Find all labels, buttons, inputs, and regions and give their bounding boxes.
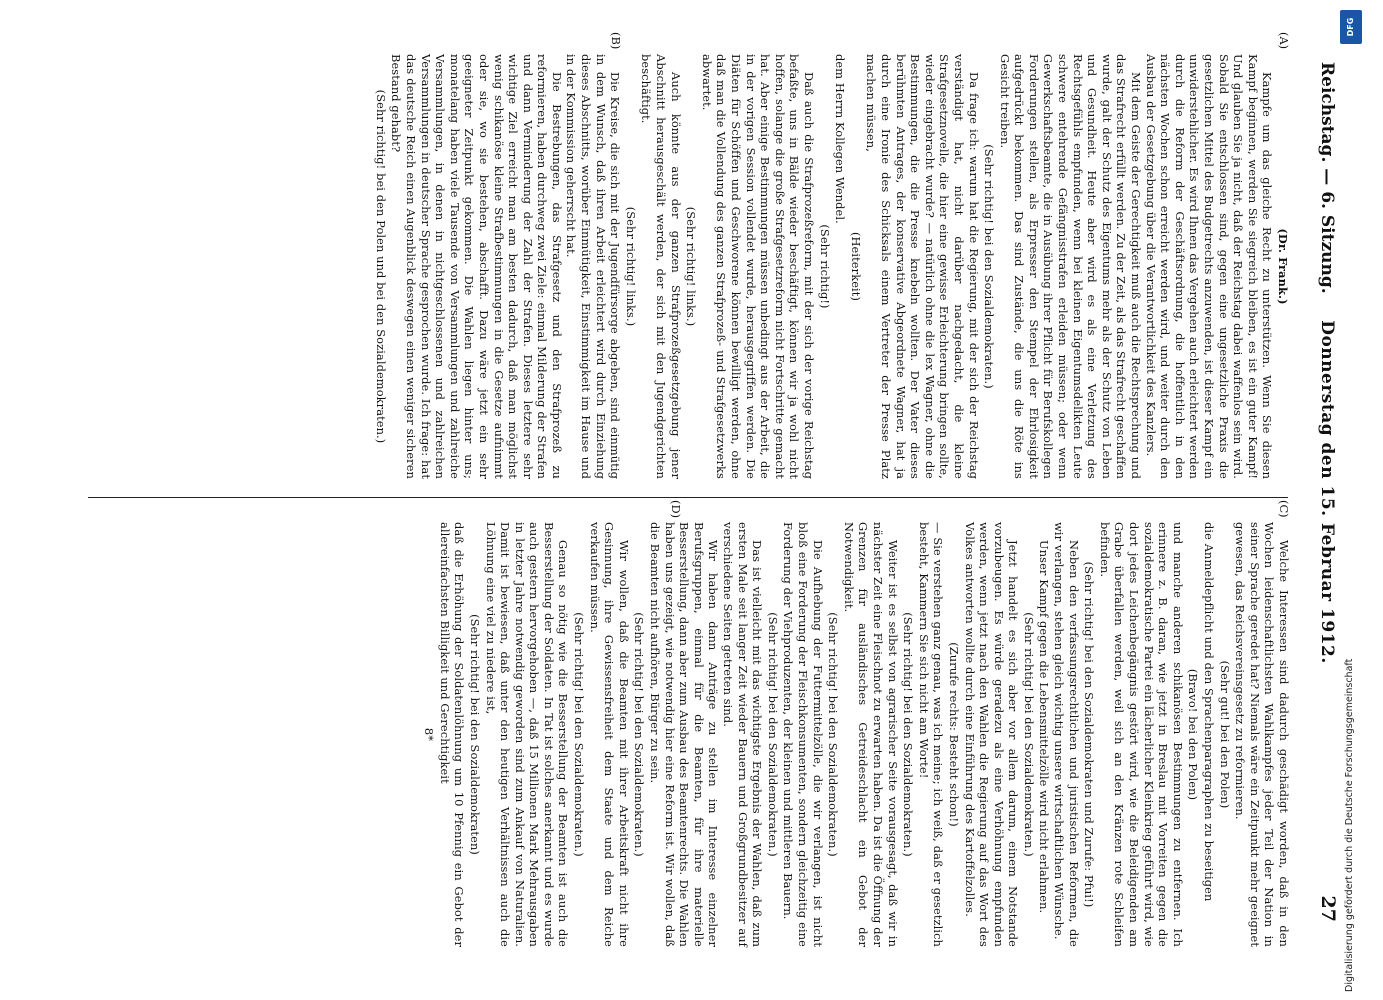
header-left: Reichstag. — 6. Sitzung. [1317,62,1337,294]
paragraph: die Anmeldepflicht und den Sprachenparagraphen zu beseitigen [1202,522,1217,902]
dfg-logo-text: DFG [1346,17,1355,37]
paragraph: daß die Erhöhung der Soldatenlöhnung um 10 Pfennig ein Gebot der allereinfachsten Billigkeit und Gerechtigkeit [437,522,467,947]
right-column [421,522,1291,947]
interjection: (Sehr richtig!) [817,224,832,309]
paragraph: Kampfe um das gleiche Recht zu unterstützen. Wenn Sie diesen Kampf beginnen, werden Sie siegreich bleiben, es ist ein guter Kampf! Und glauben Sie ja nicht, daß der Reichstag dabei waffenlos sein wird. Sobald Sie entschlossen sind, gegen eine ungesetzliche Praxis die gesetzlichen Mittel des Budgetrechts anzuwenden, ist dieser Kampf ein unwiderstehlicher. Es wird Ihnen das Vergehen auch erleichtert werden durch die Reform der Geschäftsordnung, die hoffentlich in den nächsten Wochen schon erreicht werden wird, und weiter durch den Ausbau der Gesetzgebung über die Verantwortlichkeit des Kanzlers. [1143,54,1275,479]
paragraph: Wir haben dann Anträge zu stellen im Interesse einzelner Berufsgruppen, einmal für die Beamten, für ihre materielle Besserstellung, dann aber zum Ausbau des Beamtenrechts. Die Wahlen haben uns gezeigt, wie notwendig hier eine Reform ist. Wir wollen, daß die Beamten nicht aufhören, Bürger zu sein. [648,522,721,947]
page-number: 27 [1317,895,1339,922]
interjection: 8* [422,727,437,742]
paragraph: Die Kreise, die sich mit der Jugendfürsorge abgeben, sind einmütig in dem Wunsch, daß ihren Arbeit erleichtert wird durch Einziehung dieses Abschnitts, worüber Einmütigkeit, Einstimmigkeit im Hause und in der Kommission geherrscht hat. [564,54,623,479]
paragraph: und manche anderen schikanösen Bestimmungen zu entfernen. Ich erinnere z. B. daran, wie jetzt in Breslau mit Vorreiten gegen die sozialdemokratische Partei ein lächerlicher Kleinkrieg geführt wird, wie dort jedes Leichenbegängnis gestört wird, wie die Beleidigenden am Grabe überfallen werden, weil sich an den Kränzen rote Schleifen befinden. [1097,522,1185,947]
interjection: (Sehr richtig! bei den Sozialdemokraten und Zurufe: Pfui!) [1082,561,1097,908]
paragraph: Da frage ich: warum hat die Regierung, mit der sich der Reichstag verständigt hat, nicht darüber nachgedacht, die kleine Strafgesetznovelle, die hier eine gewisse Erleichterung bringen sollte, wieder eingebracht wurde? — natürlich ohne die lex Wagner, ohne die Bestimmungen, die die Presse knebeln wollten. Der Vater dieses berühmten Antrages, der konservative Abgeordnete Wagner, hat ja durch eine Ironie des Schicksals einem Vertreter der Presse Platz machen müssen, [864,54,981,479]
interjection: (Sehr gut! bei den Polen) [1217,660,1232,809]
column-divider [88,497,1288,498]
paragraph: Unser Kampf gegen die Lebensmittelzölle wird nicht erlahmen. [1037,540,1052,914]
paragraph: Auch könnte aus der ganzen Strafprozeßgesetzgebung jener Abschnitt herausgeschält werden, der sich mit den Jugendgerichten beschäftigt. [639,54,683,479]
paragraph: Weiter ist es selbst von agrarischer Seite vorausgesagt, daß wir in nächster Zeit eine Fleischnot zu erwarten haben. Da ist die Öffnung der Grenzen für ausländisches Getreideschlacht ein Gebot der Notwendigkeit. [841,522,900,947]
left-column [372,54,1291,479]
paragraph: — Sie verstehen ganz genau, was ich meine; ich weiß, daß er gesetzlich besteht, Kammern Sie sich nicht am Worte! [916,522,946,947]
interjection: (Zurufe rechts: Besteht schon!) [946,642,961,827]
paragraph: Neben den verfassungsrechtlichen und juristischen Reformen, die wir verlangen, stehen gleich wichtig unsere wirtschaftlichen Wünsche. [1052,522,1081,947]
interjection: (Sehr richtig! bei den Polen und bei den Sozialdemokraten.) [373,89,388,444]
paragraph: Genau so nötig wie die Besserstellung der Beamten ist auch die Besserstellung der Soldaten. In Tat ist solches anerkannt und es wurde auch gestern hervorgehoben —, daß 15 Millionen Mark Mehrausgaben in letzter Jahre notwendig geworden sind zum Ankauf von Naturalien. Damit ist bewiesen, daß unter den heutigen Verhältnissen auch die Löhnung eine viel zu niedere ist, [483,522,571,947]
paragraph: Mit dem Geiste der Gerechtigkeit muß auch die Rechtsprechung und das Strafrecht erfüllt werden. Zu der Zeit, als das Strafrecht geschaffen wurde, galt der Schutz des Eigentums mehr als der Schutz von Leben und Gesundheit. Heute aber wird es als eine Verletzung des Rechtsgefühls empfunden, wenn bei kleinen Eigentumsdelikten Leute schwere entehrende Gefängnisstrafen erleiden müssen; oder wenn Gewerkschaftsbeamte, die in Ausübung ihrer Pflicht für Berufskollegen Forderungen stellen, als Erpresser den Stempel der Ehrlosigkeit aufgedrückt bekommen. Das sind Zustände, die uns die Röte ins Gesicht treiben. [997,54,1144,479]
header-date: Donnerstag den 15. Februar 1912. [1317,320,1337,664]
paragraph: Daß auch die Strafprozeßreform, mit der sich der vorige Reichstag befaßte, uns in Bälde wieder beschäftigt, können wir ja wohl nicht hoffen, solange die große Strafgesetzreform nicht Fortschritte gemacht hat. Aber einige Bestimmungen müssen unbedingt aus der Arbeit, die in der vorigen Session vollendet wurde, herausgegriffen werden. Die Diäten für Schöffen und Geschworene können bewilligt werden, ohne daß man die Vollendung des ganzen Strafprozeß- und Strafgesetzwerks abwartet. [699,54,816,479]
margin-mark-b: (B) [609,32,623,50]
credit-text: Digitalisierung gefördert durch die Deutsche Forschungsgemeinschaft [1344,658,1355,992]
paragraph: Welche Interessen sind dadurch geschädigt worden, daß in den Wochen leidenschaftlichsten Wahlkampfes jeder Teil der Nation in seiner Sprache geredet hat? Niemals wäre ein Zeitpunkt mehr geeignet gewesen, das Reichsvereinsgesetz zu reformieren. [1233,522,1291,947]
speaker-name: (Dr. Frank.) [1276,228,1290,305]
paragraph: Das ist vielleicht mit das wichtigste Ergebnis der Wahlen, daß zum ersten Male seit langer Zeit wieder Bauern und Großgrundbesitzer auf verschiedene Seiten getreten sind. [721,522,765,947]
interjection: (Heiterkeit) [848,231,863,302]
digitization-credit [1340,92,1360,992]
paragraph: Die Aufhebung der Futtermittelzölle, die wir verlangen, ist nicht bloß eine Forderung der Fleischkonsumenten, sondern gleichzeitig eine Forderung der Viehproduzenten, der kleinen und mittleren Bauern. [781,522,825,947]
margin-mark-c: (C) [1277,500,1291,518]
margin-mark-a: (A) [1277,32,1291,50]
interjection: (Sehr richtig! bei den Sozialdemokraten.) [765,612,780,857]
interjection: (Sehr richtig! bei den Sozialdemokraten.) [572,612,587,857]
dfg-logo [1340,10,1362,44]
interjection: (Sehr richtig! bei den Sozialdemokraten) [467,614,482,855]
interjection: (Sehr richtig! bei den Sozialdemokraten.) [632,612,647,857]
paragraph: Wir wollen, daß die Beamten mit ihrer Arbeitskraft nicht ihre Gesinnung, ihre Gewissensfreiheit dem Staate und dem Reiche verkaufen müssen. [587,522,631,947]
interjection: (Sehr richtig! bei den Sozialdemokraten.) [901,612,916,857]
paragraph: dem Herrn Kollegen Wendel. [833,54,848,224]
interjection: (Sehr richtig! bei den Sozialdemokraten.) [1021,612,1036,857]
interjection: (Sehr richtig! links.) [623,206,638,327]
interjection: (Bravo! bei den Polen) [1186,668,1201,801]
paragraph: Jetzt handelt es sich aber vor allem darum, einem Notstande vorzubeugen. Es würde geradezu als eine Verhöhnung empfunden werden, wenn jetzt nach den Wahlen die Regierung auf das Wort des Volkes antworten wollte durch eine Einführung des Kartoffelzolles. [962,522,1021,947]
interjection: (Sehr richtig! bei den Sozialdemokraten.) [826,612,841,857]
paragraph: Die Bestrebungen, das Strafgesetz und den Strafprozeß zu reformieren, haben durchweg zwei Ziele: einmal Milderung der Strafen und dann Verminderung der Zahl der Strafen. Dieses letztere sehr wichtige Ziel erreicht man am besten dadurch, daß man möglichst wenig schikanöse kleine Strafbestimmungen in die Gesetze aufnimmt oder sie, wo sie bestehen, abschafft. Dazu wäre jetzt ein sehr geeigneter Zeitpunkt gekommen. Die Wahlen liegen hinter uns; monatelang haben viele Tausende von Versammlungen und zahlreiche Versammlungen, in denen in nichtgeschlossenen und zahlreichen Versammlungen in deutscher Sprache gesprochen wurde. Ich frage: hat das deutsche Reich einen Augenblick deswegen einen weniger sicheren Bestand gehabt? [389,54,564,479]
margin-mark-d: (D) [669,500,683,519]
page-header [1309,62,1343,922]
interjection: (Sehr richtig! bei den Sozialdemokraten.) [982,144,997,389]
interjection: (Sehr richtig! links.) [684,206,699,327]
